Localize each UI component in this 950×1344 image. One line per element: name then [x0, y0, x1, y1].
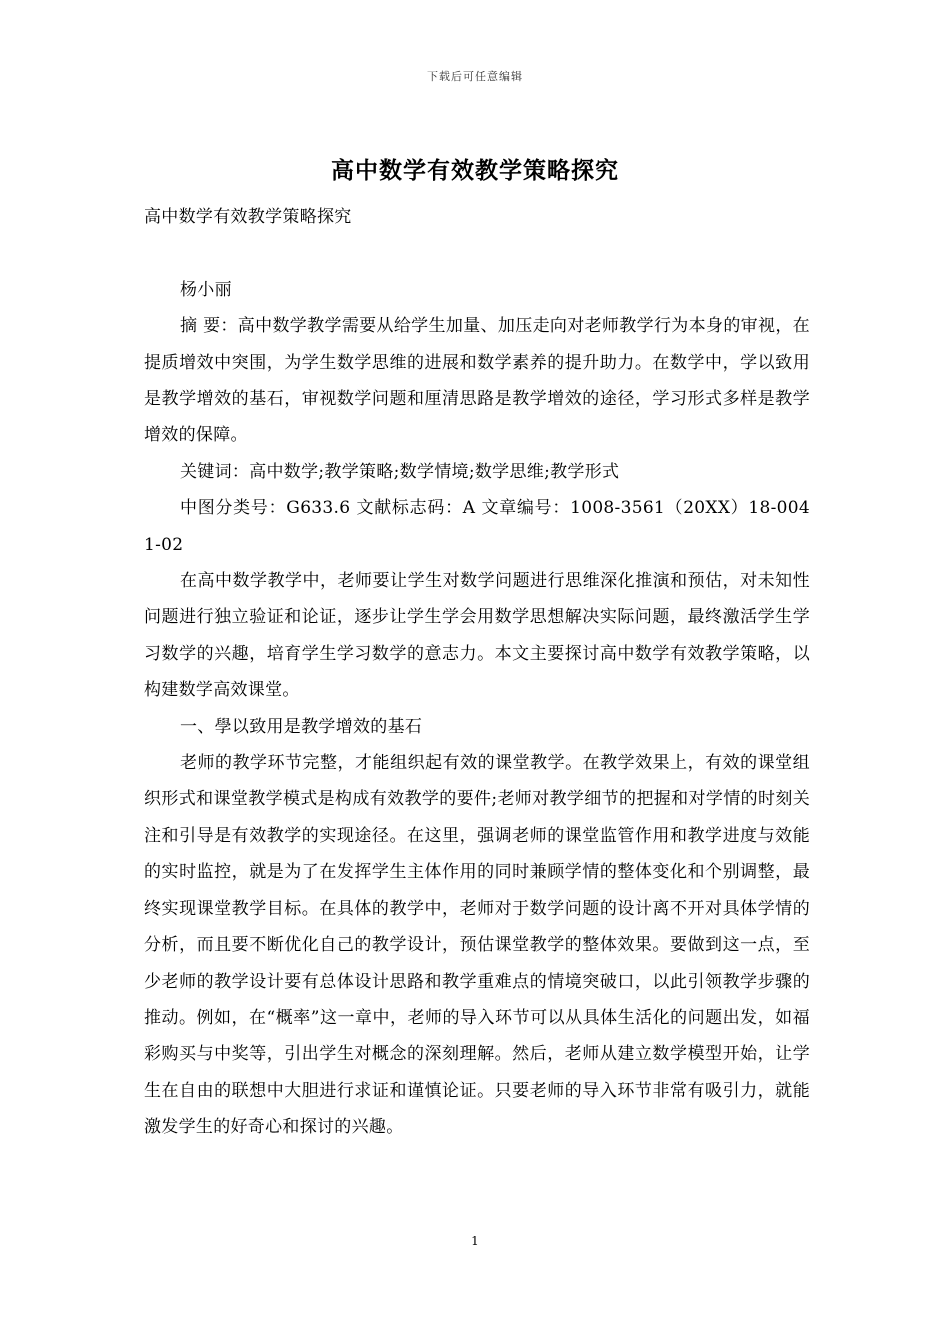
keywords-line: 关键词：高中数学;教学策略;数学情境;数学思维;教学形式	[180, 461, 620, 482]
page-number: 1	[471, 1234, 479, 1248]
abstract-paragraph: 摘 要：高中数学教学需要从给学生加量、加压走向对老师教学行为本身的审视，在提质增效中突围，为学生数学思维的进展和数学素养的提升助力。在数学中，学以致用是教学增效的基石，审视数学问题和厘清思路是教学增效的途径，学习形式多样是教学增效的保障。	[144, 316, 810, 446]
section-paragraph: 老师的教学环节完整，才能组织起有效的课堂教学。在教学效果上，有效的课堂组织形式和课堂教学模式是构成有效教学的要件;老师对教学细节的把握和对学情的时刻关注和引导是有效教学的实现途径。在这里，强调老师的课堂监管作用和教学进度与效能的实时监控，就是为了在发挥学生主体作用的同时兼顾学情的整体变化和个别调整，最终实现课堂教学目标。在具体的教学中，老师对于数学问题的设计离不开对具体学情的分析，而且要不断优化自己的教学设计，预估课堂教学的整体效果。要做到这一点，至少老师的教学设计要有总体设计思路和教学重难点的情境突破口，以此引领教学步骤的推动。例如，在“概率”这一章中，老师的导入环节可以从具体生活化的问题出发，如福彩购买与中奖等，引出学生对概念的深刻理解。然后，老师从建立数学模型开始，让学生在自由的联想中大胆进行求证和谨慎论证。只要老师的导入环节非常有吸引力，就能激发学生的好奇心和探讨的兴趣。	[144, 753, 810, 1138]
classification-line: 中图分类号：G633.6 文献标志码：A 文章编号：1008-3561（20XX）18-0041-02	[144, 498, 810, 555]
author-name: 杨小丽	[180, 279, 232, 300]
document-body	[144, 199, 810, 1146]
section-heading: 一、學以致用是教学增效的基石	[180, 716, 423, 737]
document-subtitle: 高中数学有效教学策略探究	[144, 207, 352, 227]
page-header-note: 下载后可任意编辑	[427, 70, 523, 83]
document-title: 高中数学有效教学策略探究	[331, 157, 619, 184]
blank-line	[144, 235, 810, 271]
intro-paragraph: 在高中数学教学中，老师要让学生对数学问题进行思维深化推演和预估，对未知性问题进行独立验证和论证，逐步让学生学会用数学思想解决实际问题，最终激活学生学习数学的兴趣，培育学生学习数学的意志力。本文主要探讨高中数学有效教学策略，以构建数学高效课堂。	[144, 571, 810, 701]
